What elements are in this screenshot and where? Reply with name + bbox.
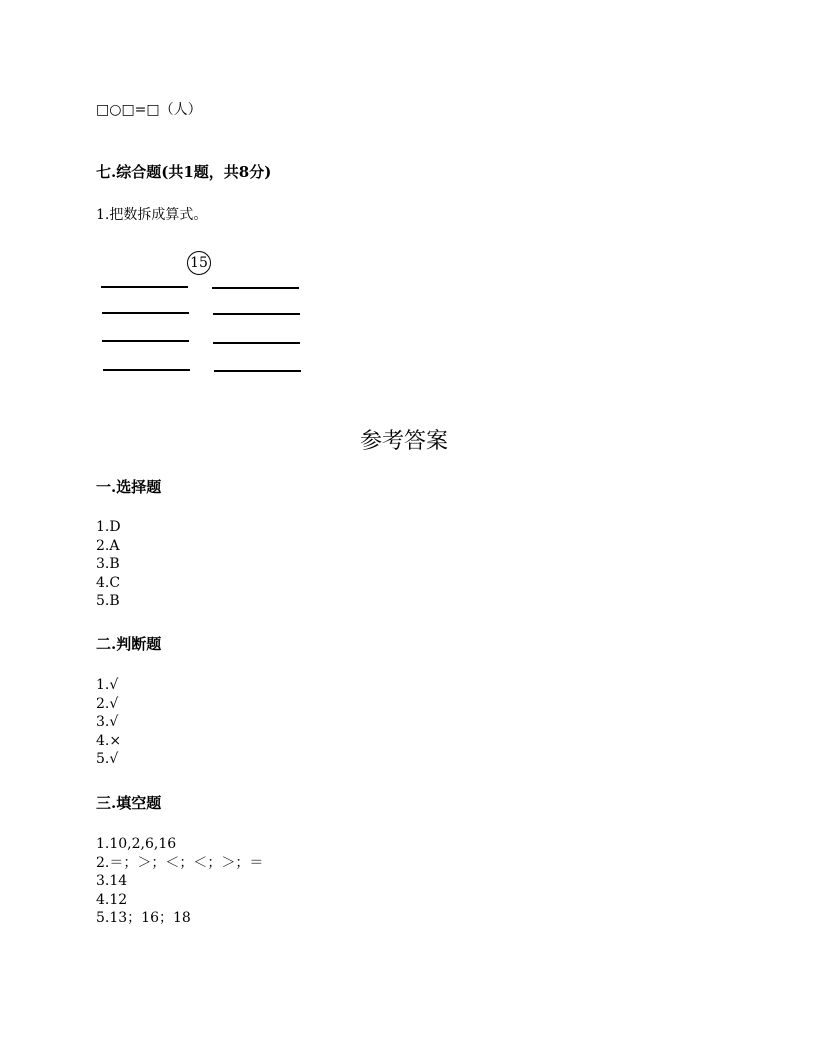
answers-heading: 参考答案 xyxy=(360,429,449,454)
answer-item: 3.√ xyxy=(96,714,119,730)
answer-blank-line xyxy=(101,286,188,288)
answer-blank-line xyxy=(102,312,189,314)
answer-blank-line xyxy=(102,340,189,342)
circle-number: 15 xyxy=(190,255,208,271)
answer-blank-line xyxy=(103,369,190,371)
answer-item: 4.× xyxy=(96,732,122,749)
equation-blank-line: □○□=□（人） xyxy=(96,102,202,118)
answer-blank-line xyxy=(213,313,300,315)
answer-section-title: 二.判断题 xyxy=(96,635,162,653)
answer-section-title: 一.选择题 xyxy=(96,478,162,496)
answer-item: 4.12 xyxy=(96,891,128,908)
answer-section-title: 三.填空题 xyxy=(96,794,162,812)
answer-item: 2.A xyxy=(96,537,120,554)
answer-list xyxy=(96,518,121,611)
answer-item: 5.√ xyxy=(96,751,119,767)
answer-blank-line xyxy=(214,370,301,372)
answer-item: 1.D xyxy=(96,519,121,535)
answer-list xyxy=(96,676,121,769)
answer-item: 1.√ xyxy=(96,677,119,693)
answer-item: 5.13；16；18 xyxy=(96,910,191,926)
answer-item: 3.B xyxy=(96,556,120,572)
section-title-comprehensive: 七.综合题(共1题，共8分) xyxy=(96,163,272,181)
answer-item: 2.√ xyxy=(96,695,119,712)
number-circle xyxy=(187,251,211,275)
answer-blank-line xyxy=(213,342,300,344)
answer-item: 2.＝；＞；＜；＜；＞；＝ xyxy=(96,854,264,871)
answer-blank-line xyxy=(212,287,299,289)
answer-item: 4.C xyxy=(96,574,121,591)
question-text: 1.把数拆成算式。 xyxy=(96,207,208,223)
answer-item: 3.14 xyxy=(96,873,128,889)
answer-list xyxy=(96,835,263,928)
answer-item: 5.B xyxy=(96,593,120,609)
answer-item: 1.10,2,6,16 xyxy=(96,836,177,852)
